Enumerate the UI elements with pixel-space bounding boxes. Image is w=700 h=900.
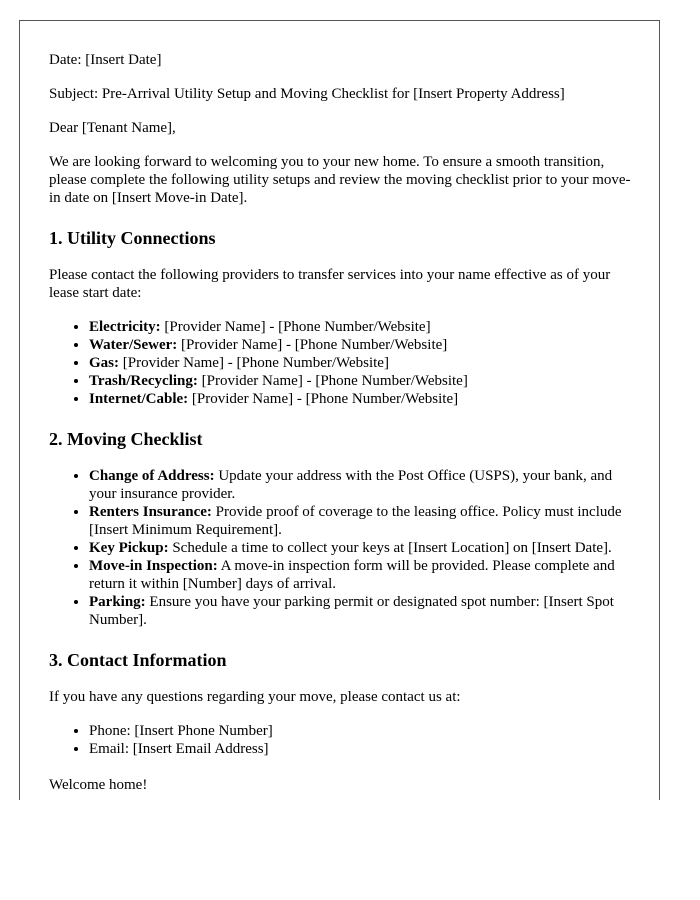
item-text: Provide proof of coverage to the leasing office. Policy must include [Insert Minimum Requirement]. (89, 504, 622, 538)
item-text: Ensure you have your parking permit or designated spot number: [Insert Spot Number]. (89, 594, 614, 628)
item-text: [Provider Name] - [Phone Number/Website] (197, 373, 468, 389)
item-text: [Provider Name] - [Phone Number/Website] (119, 355, 389, 371)
letter-page (19, 20, 660, 800)
greeting: Dear [Tenant Name], (49, 120, 176, 136)
item-text: [Provider Name] - [Phone Number/Website] (177, 337, 448, 353)
item-label: Electricity: (89, 319, 161, 335)
date-line: Date: [Insert Date] (49, 52, 162, 68)
item-label: Renters Insurance: (89, 504, 212, 520)
item-label: Change of Address: (89, 468, 215, 484)
letter-content (49, 51, 634, 800)
item-label: Internet/Cable: (89, 391, 189, 407)
contact-intro: If you have any questions regarding your move, please contact us at: (49, 689, 461, 705)
list-item-gas (89, 354, 634, 372)
subject-line: Subject: Pre-Arrival Utility Setup and Moving Checklist for [Insert Property Address] (49, 86, 565, 102)
item-label: Trash/Recycling: (89, 373, 198, 389)
list-item-trash-recycling (89, 372, 634, 390)
item-label: Water/Sewer: (89, 337, 178, 353)
item-text: [Provider Name] - [Phone Number/Website] (188, 391, 459, 407)
moving-heading: 2. Moving Checklist (49, 429, 203, 449)
item-label: Parking: (89, 594, 146, 610)
item-text: A move-in inspection form will be provided. Please complete and return it within [Number] days of arrival. (89, 558, 615, 592)
list-item-electricity (89, 318, 634, 336)
item-label: Move-in Inspection: (89, 558, 218, 574)
list-item-key-pickup (89, 539, 634, 557)
item-label: Gas: (89, 355, 119, 371)
item-text: Update your address with the Post Office (USPS), your bank, and your insurance provider. (89, 468, 613, 502)
list-item-internet-cable (89, 390, 634, 408)
item-label: Key Pickup: (89, 540, 169, 556)
utility-intro: Please contact the following providers to transfer services into your name effective as of your lease start date: (49, 267, 611, 301)
list-item-parking (89, 593, 634, 629)
list-item-phone: • Phone: [Insert Phone Number] (89, 722, 634, 740)
moving-list (49, 467, 634, 629)
contact-list (49, 722, 634, 758)
utility-list (49, 318, 634, 408)
item-text: [Provider Name] - [Phone Number/Website] (160, 319, 431, 335)
list-item-move-in-inspection (89, 557, 634, 593)
list-item-change-of-address (89, 467, 634, 503)
closing-line: Welcome home! (49, 777, 148, 793)
utility-heading: 1. Utility Connections (49, 228, 216, 248)
item-text: Schedule a time to collect your keys at [Insert Location] on [Insert Date]. (168, 540, 612, 556)
list-item-water-sewer (89, 336, 634, 354)
contact-heading: 3. Contact Information (49, 650, 227, 670)
intro-paragraph: We are looking forward to welcoming you to your new home. To ensure a smooth transition, please complete the following utility setups and review the moving checklist prior to your move-in date on [Insert Move-in Date]. (49, 154, 631, 206)
list-item-email: • Email: [Insert Email Address] (89, 740, 634, 758)
list-item-renters-insurance (89, 503, 634, 539)
